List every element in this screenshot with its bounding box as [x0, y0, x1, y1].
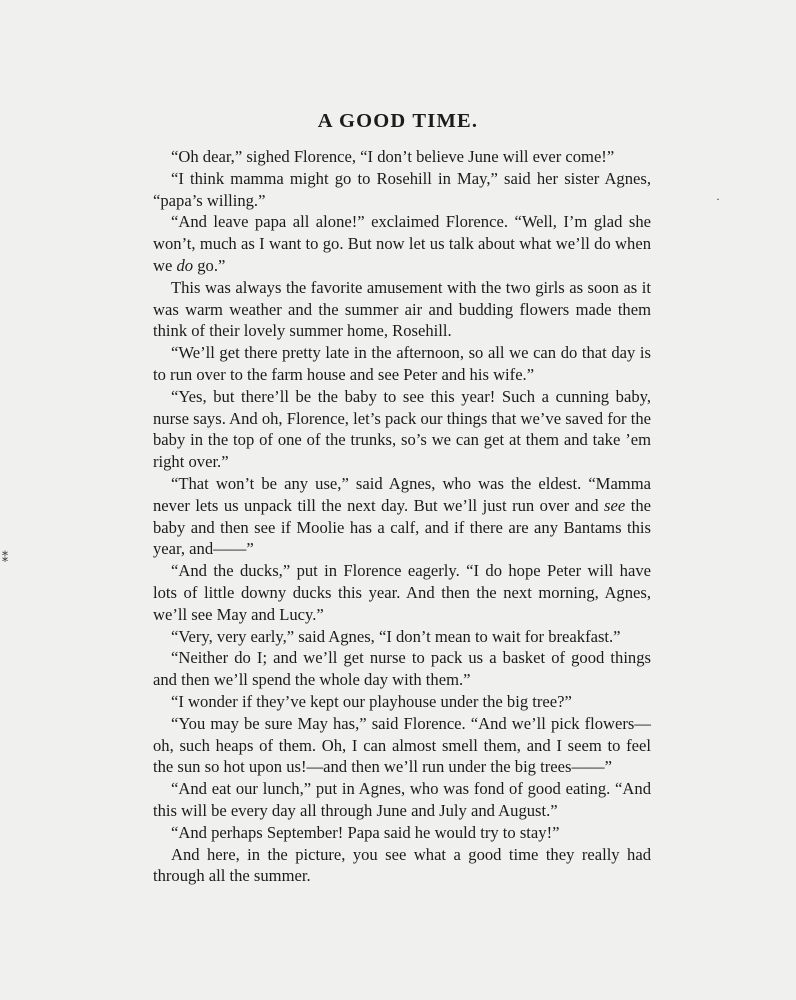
paragraph-12: “You may be sure May has,” said Florence. “And we’ll pick flowers—oh, such heaps of them. Oh, I can almost smell them, and I seem to feel the sun so hot upon us!—and then we’ll run under the big trees——”: [153, 713, 651, 777]
story-text: [153, 146, 651, 887]
page-title: A GOOD TIME.: [317, 110, 479, 132]
paragraph-8: “And the ducks,” put in Florence eagerly. “I do hope Peter will have lots of little downy ducks this year. And then the next morning, Agnes, we’ll see May and Lucy.”: [153, 561, 651, 624]
paragraph-3-part-2: go.”: [193, 255, 226, 275]
paragraph-1: “Oh dear,” sighed Florence, “I don’t believe June will ever come!”: [171, 147, 615, 166]
margin-mark-left: ⁑: [2, 551, 8, 565]
paragraph-7-part-2: the baby and then see if Moolie has a calf, and if there are any Bantams this year, and——”: [153, 495, 651, 559]
paragraph-3-emphasis: do: [176, 255, 194, 275]
paragraph-6: “Yes, but there’ll be the baby to see this year! Such a cunning baby, nurse says. And oh, Florence, let’s pack our things that we’ve saved for the baby in the top of one of the trunks, so’s we can get at them and take ’em right over.”: [153, 386, 651, 472]
paragraph-2: “I think mamma might go to Rosehill in May,” said her sister Agnes, “papa’s willing.”: [153, 168, 651, 210]
paragraph-7-part-1: “That won’t be any use,” said Agnes, who was the eldest. “Mamma never lets us unpack till the next day. But we’ll just run over and: [153, 473, 651, 515]
paragraph-15: And here, in the picture, you see what a good time they really had through all the summer.: [153, 844, 651, 886]
paragraph-9: “Very, very early,” said Agnes, “I don’t mean to wait for breakfast.”: [171, 626, 621, 646]
paragraph-7-emphasis: see: [604, 495, 626, 515]
paragraph-7: [153, 473, 651, 560]
paragraph-3: [153, 211, 651, 276]
paragraph-5: “We’ll get there pretty late in the afternoon, so all we can do that day is to run over to the farm house and see Peter and his wife.”: [153, 343, 651, 384]
paragraph-10: “Neither do I; and we’ll get nurse to pack us a basket of good things and then we’ll spend the whole day with them.”: [153, 648, 651, 690]
paragraph-14: “And perhaps September! Papa said he would try to stay!”: [171, 822, 560, 842]
paragraph-13: “And eat our lunch,” put in Agnes, who was fond of good eating. “And this will be every day all through June and July and August.”: [153, 779, 651, 820]
paragraph-11: “I wonder if they’ve kept our playhouse under the big tree?”: [171, 691, 572, 711]
paragraph-3-part-1: “And leave papa all alone!” exclaimed Florence. “Well, I’m glad she won’t, much as I want to go. But now let us talk about what we’ll do when we: [153, 212, 651, 275]
margin-mark-right: ·: [716, 192, 720, 206]
paragraph-4: This was always the favorite amusement with the two girls as soon as it was warm weather and the summer air and budding flowers made them think of their lovely summer home, Rosehill.: [153, 277, 651, 341]
